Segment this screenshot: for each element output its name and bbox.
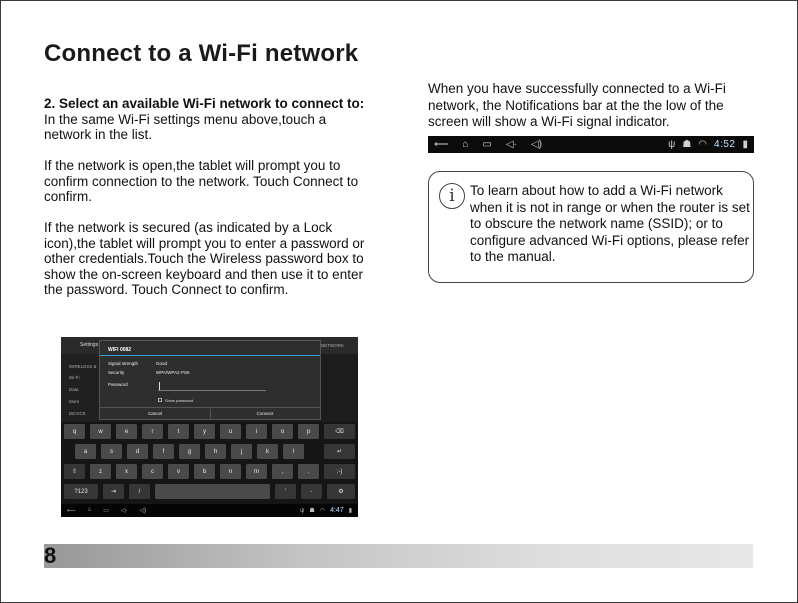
key[interactable]: z — [90, 464, 111, 479]
tablet-screenshot — [61, 337, 358, 517]
settings-left-item: Wi-Fi — [69, 375, 80, 380]
back-icon[interactable]: ⟵ — [67, 508, 76, 514]
key[interactable]: x — [116, 464, 137, 479]
page-number: 8 — [44, 543, 57, 568]
battery-icon: ▮ — [348, 508, 352, 514]
key[interactable]: l — [283, 444, 304, 459]
key[interactable]: g — [179, 444, 200, 459]
apostrophe-key[interactable]: ' — [275, 484, 296, 499]
key[interactable]: m — [246, 464, 267, 479]
slash-key[interactable]: / — [129, 484, 150, 499]
left-column — [44, 96, 374, 313]
signal-strength-value: Good — [156, 361, 168, 366]
page-title: Connect to a Wi-Fi network — [44, 40, 359, 67]
key[interactable]: k — [257, 444, 278, 459]
volume-up-icon: ◁) — [530, 138, 542, 150]
key[interactable]: r — [142, 424, 163, 439]
back-icon: ⟵ — [434, 138, 449, 150]
security-label: Security — [108, 370, 125, 375]
key[interactable]: s — [101, 444, 122, 459]
tab-key[interactable]: ⇥ — [103, 484, 124, 499]
shift-key[interactable]: ⇧ — [64, 464, 85, 479]
settings-left-item: More — [69, 399, 80, 404]
wifi-connect-dialog — [99, 340, 321, 420]
enter-key[interactable]: ↵ — [324, 444, 355, 459]
wifi-signal-icon: ◠ — [698, 138, 708, 150]
key[interactable]: , — [272, 464, 293, 479]
usb-icon: ψ — [300, 507, 305, 514]
info-icon: i — [439, 183, 465, 209]
smiley-key[interactable]: :-) — [324, 464, 355, 479]
key[interactable]: n — [220, 464, 241, 479]
notification-bar-example — [428, 136, 754, 153]
key[interactable]: c — [142, 464, 163, 479]
password-cursor — [159, 382, 160, 390]
battery-icon: ▮ — [742, 138, 748, 150]
key[interactable]: h — [205, 444, 226, 459]
key[interactable]: o — [272, 424, 293, 439]
on-screen-keyboard — [61, 422, 358, 504]
password-input[interactable] — [158, 390, 266, 391]
show-password-checkbox[interactable] — [158, 398, 162, 402]
dialog-buttons — [100, 407, 320, 420]
status-area — [300, 507, 352, 514]
key[interactable]: . — [298, 464, 319, 479]
signal-strength-label: Signal strength — [108, 361, 139, 366]
home-icon[interactable]: ⌂ — [87, 507, 92, 513]
settings-left-list — [61, 354, 101, 422]
key[interactable]: i — [246, 424, 267, 439]
volume-down-icon[interactable]: ◁· — [120, 508, 128, 514]
volume-up-icon[interactable]: ◁) — [139, 508, 147, 514]
security-value: WPA/WPA2 PSK — [156, 370, 190, 375]
nav-buttons — [434, 140, 542, 150]
android-debug-icon: ☗ — [682, 138, 692, 150]
info-note-box — [428, 171, 754, 283]
key[interactable]: u — [220, 424, 241, 439]
key[interactable]: b — [194, 464, 215, 479]
key[interactable]: q — [64, 424, 85, 439]
paragraph-open-network: If the network is open,the tablet will prompt you to confirm connection to the network. Touch Connect to confirm. — [44, 158, 359, 204]
space-key[interactable] — [155, 484, 270, 499]
symbols-key[interactable]: ?123 — [64, 484, 98, 499]
status-time: 4:52 — [714, 139, 736, 150]
key[interactable]: e — [116, 424, 137, 439]
key[interactable]: p — [298, 424, 319, 439]
volume-down-icon: ◁· — [505, 138, 517, 150]
key[interactable]: y — [194, 424, 215, 439]
cancel-button[interactable]: Cancel — [147, 411, 162, 416]
usb-icon: ψ — [668, 138, 676, 150]
info-note-text: To learn about how to add a Wi-Fi network when it is not in range or when the router is set to obscure the network name (SSID); or to configure advanced Wi-Fi options, please refer to the manual. — [470, 183, 750, 264]
settings-left-item: Data — [69, 387, 79, 392]
settings-label: Settings — [80, 342, 99, 348]
step-heading: 2. Select an available Wi-Fi network to connect to: — [44, 96, 365, 111]
wifi-signal-icon: ◠ — [319, 508, 326, 514]
key[interactable]: v — [168, 464, 189, 479]
footer-bar — [60, 544, 753, 568]
paragraph-select-network: In the same Wi-Fi settings menu above,touch a network in the list. — [44, 111, 327, 142]
recent-apps-icon[interactable]: ▭ — [103, 508, 109, 514]
key[interactable]: f — [153, 444, 174, 459]
key[interactable]: d — [127, 444, 148, 459]
settings-left-item: WIRELESS & — [69, 364, 97, 369]
backspace-key[interactable]: ⌫ — [324, 424, 355, 439]
show-password-label: Show password — [165, 398, 194, 403]
settings-right-item: NETWORK — [321, 343, 344, 348]
dialog-title-divider — [100, 355, 320, 356]
android-debug-icon: ☗ — [309, 508, 315, 514]
status-time: 4:47 — [330, 507, 344, 514]
key[interactable]: j — [231, 444, 252, 459]
password-label: Password — [108, 382, 128, 387]
home-icon: ⌂ — [462, 138, 469, 150]
dash-key[interactable]: - — [301, 484, 322, 499]
key[interactable]: t — [168, 424, 189, 439]
paragraph-secured-network: If the network is secured (as indicated by a Lock icon),the tablet will prompt you to enter a password or other credentials.Touch the Wireless password box to show the on-screen keyboard and then use it to enter the password. Touch Connect to confirm. — [44, 220, 365, 297]
status-area — [668, 139, 748, 150]
recent-apps-icon: ▭ — [482, 138, 492, 150]
system-navigation-bar — [61, 504, 358, 517]
dialog-title: WIFI 0082 — [108, 347, 132, 353]
settings-key[interactable]: ⚙ — [327, 484, 355, 499]
settings-right-list — [319, 341, 358, 421]
nav-buttons — [67, 507, 146, 514]
right-column-intro: When you have successfully connected to a Wi-Fi network, the Notifications bar at the the low of the screen will show a Wi-Fi signal indicator. — [428, 81, 726, 129]
key[interactable]: a — [75, 444, 96, 459]
settings-left-item: DEVICE — [69, 411, 86, 416]
key[interactable]: w — [90, 424, 111, 439]
connect-button[interactable]: Connect — [256, 411, 274, 416]
